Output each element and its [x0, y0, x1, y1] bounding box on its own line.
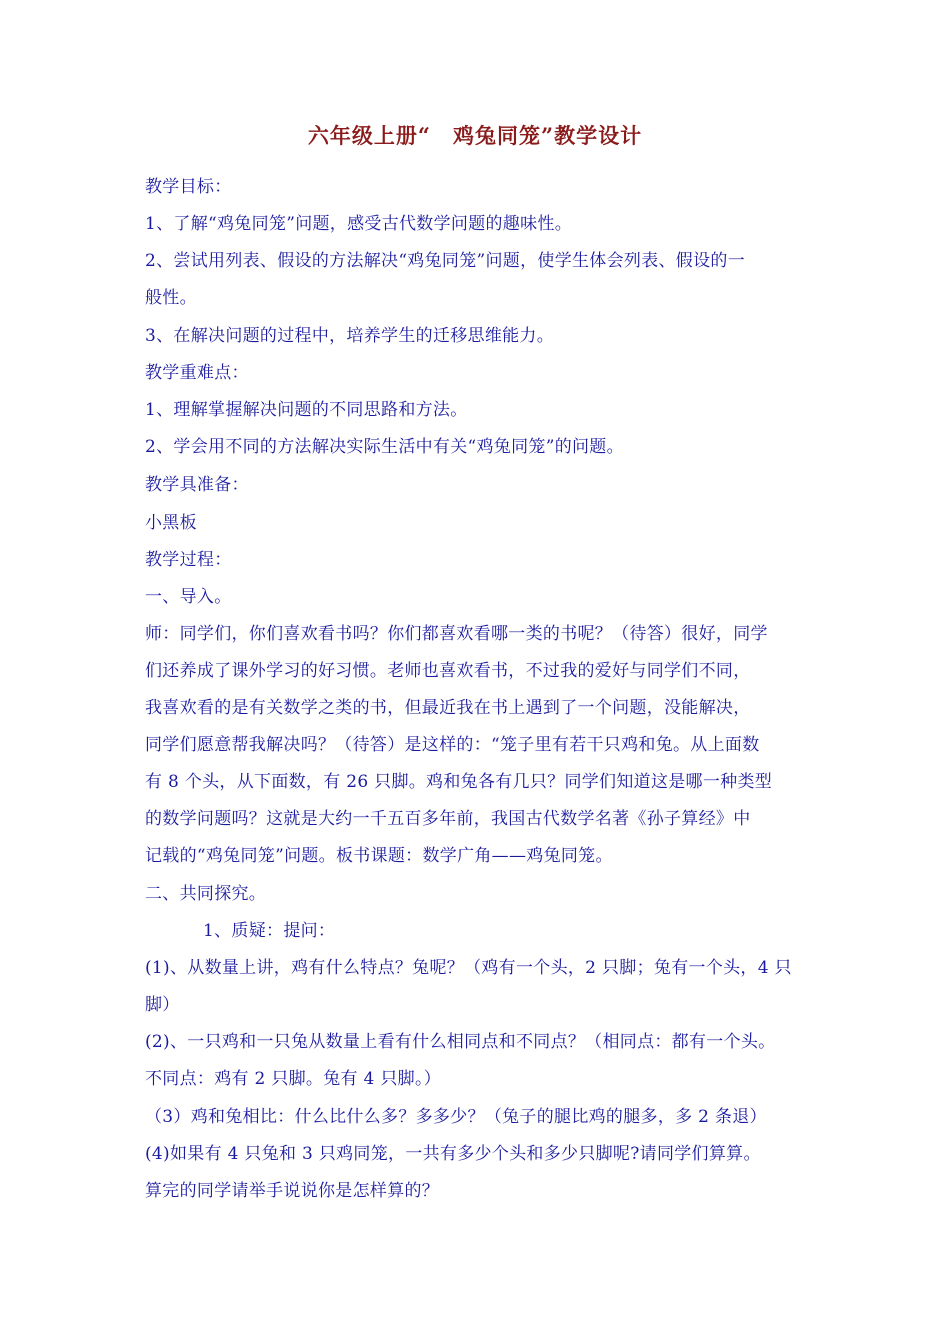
text-line: 1、理解掌握解决问题的不同思路和方法。	[145, 400, 468, 420]
text-line: 同学们愿意帮我解决吗？（待答）是这样的：“笼子里有若干只鸡和兔。从上面数	[145, 735, 760, 755]
text-line: 1、了解“鸡兔同笼”问题，感受古代数学问题的趣味性。	[145, 214, 572, 234]
text-line: 师：同学们，你们喜欢看书吗？你们都喜欢看哪一类的书呢？（待答）很好，同学	[145, 624, 768, 644]
text-line: 有 8 个头，从下面数，有 26 只脚。鸡和兔各有几只？同学们知道这是哪一种类型	[145, 772, 773, 792]
text-line: 教学具准备：	[145, 475, 249, 495]
text-line: 我喜欢看的是有关数学之类的书，但最近我在书上遇到了一个问题，没能解决，	[145, 698, 751, 718]
text-line: 一、导入。	[145, 587, 232, 607]
text-line: 3、在解决问题的过程中，培养学生的迁移思维能力。	[145, 326, 555, 346]
text-line: 记载的“鸡兔同笼”问题。板书课题：数学广角——鸡兔同笼。	[145, 846, 613, 866]
document-title: 六年级上册“ 鸡兔同笼”教学设计	[307, 123, 643, 148]
text-line: (2)、一只鸡和一只兔从数量上看有什么相同点和不同点？（相同点：都有一个头。	[145, 1032, 776, 1052]
text-line: 脚）	[145, 995, 180, 1015]
text-line: 2、学会用不同的方法解决实际生活中有关“鸡兔同笼”的问题。	[145, 437, 624, 457]
text-line: 小黑板	[145, 513, 197, 533]
text-line: 算完的同学请举手说说你是怎样算的？	[145, 1181, 440, 1201]
text-line: 1、质疑：提问：	[203, 921, 336, 941]
text-line: 的数学问题吗？这就是大约一千五百多年前，我国古代数学名著《孙子算经》中	[145, 809, 751, 829]
text-line: (4)如果有 4 只兔和 3 只鸡同笼，一共有多少个头和多少只脚呢?请同学们算算。	[145, 1144, 761, 1164]
text-line: (1)、从数量上讲，鸡有什么特点？兔呢？（鸡有一个头，2 只脚；兔有一个头，4 只	[145, 958, 792, 978]
text-line: 2、尝试用列表、假设的方法解决“鸡兔同笼”问题，使学生体会列表、假设的一	[145, 251, 745, 271]
text-line: 教学重难点：	[145, 363, 249, 383]
text-line: 们还养成了课外学习的好习惯。老师也喜欢看书，不过我的爱好与同学们不同，	[145, 661, 751, 681]
text-line: 般性。	[145, 288, 197, 308]
text-line: （3）鸡和兔相比：什么比什么多？多多少？（兔子的腿比鸡的腿多，多 2 条退）	[145, 1107, 767, 1127]
text-line: 不同点：鸡有 2 只脚。兔有 4 只脚。）	[145, 1069, 442, 1089]
text-line: 二、共同探究。	[145, 884, 267, 904]
text-line: 教学过程：	[145, 550, 232, 570]
text-line: 教学目标：	[145, 177, 232, 197]
